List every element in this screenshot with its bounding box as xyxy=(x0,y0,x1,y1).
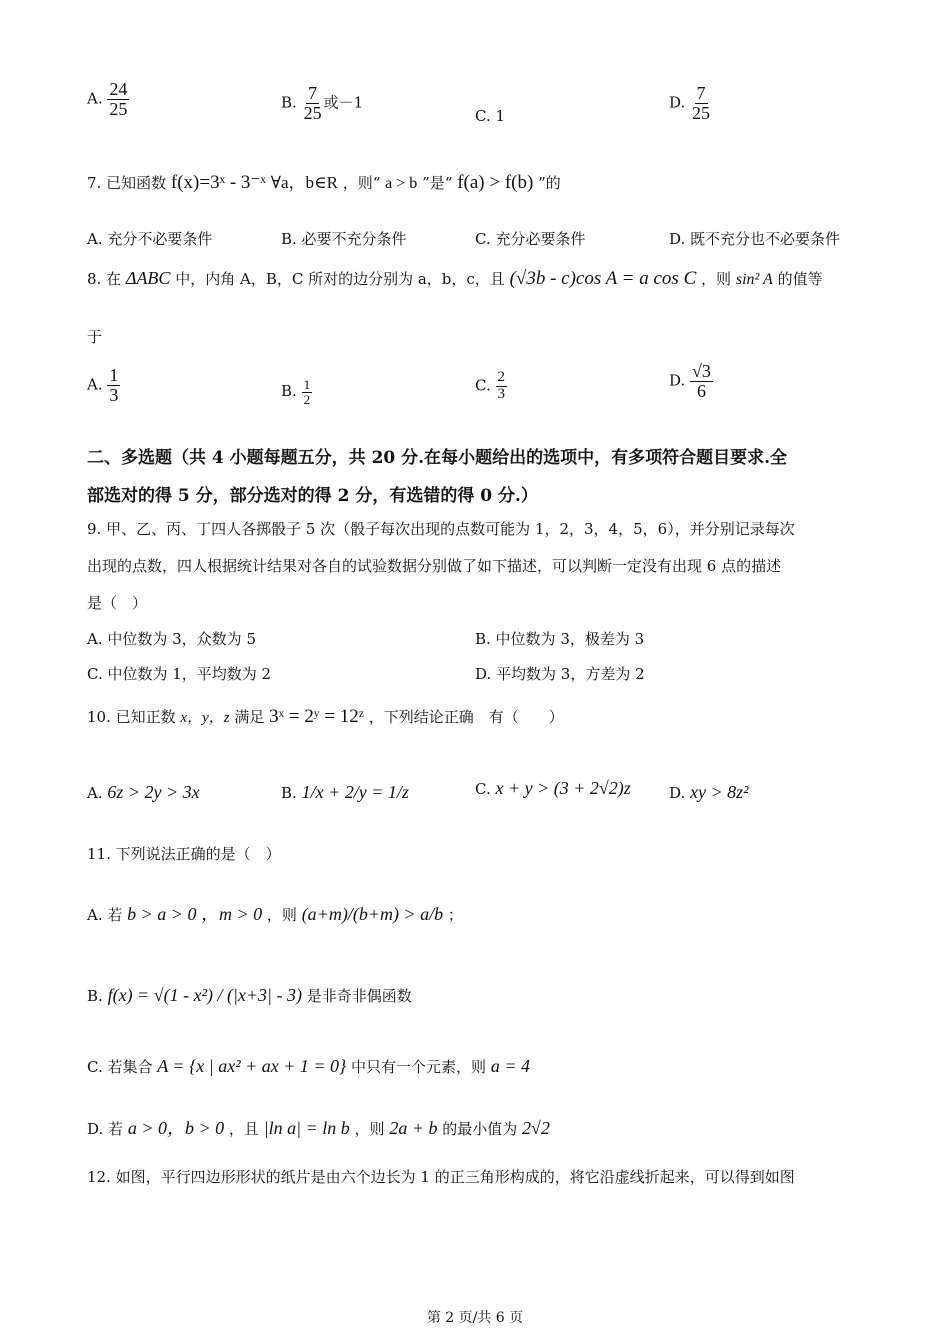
option-label: D. xyxy=(669,93,686,112)
denominator: 3 xyxy=(497,385,505,402)
q7-prefix: 7. 已知函数 xyxy=(87,174,167,192)
q11-a-prefix: A. 若 xyxy=(87,906,123,924)
q7-function: f(x)=3ˣ - 3⁻ˣ xyxy=(170,172,266,193)
section2-heading-line1: 二、多选题（共 4 小题每题五分，共 20 分.在每小题给出的选项中，有多项符合题目要求.全 xyxy=(87,448,787,468)
numerator: 7 xyxy=(308,83,318,103)
q11-c-expr: A = {x | ax² + ax + 1 = 0} xyxy=(157,1056,347,1076)
q11-a-mid: ，则 xyxy=(266,906,297,924)
q7-option-a: A. 充分不必要条件 xyxy=(87,230,213,248)
q10-option-a xyxy=(87,782,200,803)
denominator: 6 xyxy=(696,380,706,401)
q11-c-ans: a = 4 xyxy=(490,1056,530,1076)
q7-mid: ，则“ xyxy=(342,174,381,192)
fraction xyxy=(107,80,129,119)
q10-stem xyxy=(87,706,564,728)
q7-option-b: B. 必要不充分条件 xyxy=(281,230,407,248)
fraction xyxy=(496,370,508,403)
q11-a-cond: b > a > 0 ，m > 0 xyxy=(127,904,263,924)
q10-option-d xyxy=(669,782,749,803)
numerator: 1 xyxy=(303,377,311,392)
denominator: 3 xyxy=(109,384,119,405)
numerator: 2 xyxy=(497,369,505,385)
option-label: B. xyxy=(281,93,297,112)
q11-d-ans: 2√2 xyxy=(522,1118,550,1138)
q7-tail: ”的 xyxy=(538,174,561,192)
fraction xyxy=(690,84,712,123)
denominator: 2 xyxy=(303,391,311,407)
q8-option-b xyxy=(281,378,312,406)
q7-option-d: D. 既不充分也不必要条件 xyxy=(669,230,841,248)
q10-option-c xyxy=(475,778,631,799)
q11-d-prefix: D. 若 xyxy=(87,1120,124,1138)
q11-c-mid: 中只有一个元素，则 xyxy=(351,1058,487,1076)
numerator: 7 xyxy=(696,83,706,103)
option-label: C. xyxy=(475,376,491,395)
denominator: 25 xyxy=(303,102,322,123)
q8-stem xyxy=(87,268,823,290)
fraction xyxy=(107,366,120,405)
q11-d-cond: a > 0，b > 0 xyxy=(127,1118,225,1138)
q9-line1: 9. 甲、乙、丙、丁四人各掷骰子 5 次（骰子每次出现的点数可能为 1，2，3，4，5，6），并分别记录每次 xyxy=(87,520,795,538)
option-label: C. xyxy=(475,780,491,798)
denominator: 25 xyxy=(109,98,128,119)
q9-option-b: B. 中位数为 3，极差为 3 xyxy=(475,630,645,648)
q11-option-c xyxy=(87,1056,530,1077)
q8-mid: 中，内角 A，B，C 所对的边分别为 a，b，c，且 xyxy=(175,270,505,288)
q10-vars: x，y，z xyxy=(180,710,230,726)
q6-option-d xyxy=(669,84,712,123)
q9-option-d: D. 平均数为 3，方差为 2 xyxy=(475,665,645,683)
q10-condition: 3ˣ = 2ʸ = 12ᶻ xyxy=(269,706,364,727)
page-footer: 第 2 页/共 6 页 xyxy=(426,1310,524,1326)
q7-option-c: C. 充分必要条件 xyxy=(475,230,586,248)
option-label: D. xyxy=(669,371,686,390)
q7-cond2: f(a) > f(b) xyxy=(457,172,534,193)
q7-cond1: a > b xyxy=(385,175,418,192)
q12-line1: 12. 如图，平行四边形形状的纸片是由六个边长为 1 的正三角形构成的，将它沿虚线折起来，可以得到如图 xyxy=(87,1168,795,1186)
section2-heading-line2: 部选对的得 5 分，部分选对的得 2 分，有选错的得 0 分.） xyxy=(87,486,538,506)
option-label: B. xyxy=(281,784,297,802)
q10-option-b xyxy=(281,782,409,803)
q11-option-a xyxy=(87,900,463,926)
q6-option-a xyxy=(87,80,129,119)
q11-d-mid2: ，则 xyxy=(354,1120,385,1138)
q10-d-expr: xy > 8z² xyxy=(690,782,749,802)
option-label: B. xyxy=(281,382,297,401)
q9-option-c: C. 中位数为 1，平均数为 2 xyxy=(87,665,272,683)
q8-option-d xyxy=(669,362,713,401)
option-tail: 或－1 xyxy=(323,93,364,112)
q8-tail: 的值等 xyxy=(777,270,823,288)
option-label: D. xyxy=(669,784,686,802)
option-label: A. xyxy=(87,784,103,802)
q8-option-a xyxy=(87,366,120,405)
fraction xyxy=(302,84,324,123)
option-label: A. xyxy=(87,89,103,108)
q8-triangle: ΔABC xyxy=(125,268,171,288)
denominator: 25 xyxy=(692,102,711,123)
q11-a-expr: (a+m)/(b+m) > a/b xyxy=(301,904,444,924)
q7-mid2: ”是“ xyxy=(422,174,453,192)
q8-mid2: ，则 xyxy=(701,270,732,288)
q11-d-target: 2a + b xyxy=(389,1118,438,1138)
q11-option-b xyxy=(87,985,412,1006)
q11-d-mid: ，且 xyxy=(228,1120,259,1138)
q8-prefix: 8. 在 xyxy=(87,270,122,288)
numerator: 1 xyxy=(109,365,119,385)
q11-b-prefix: B. xyxy=(87,987,103,1005)
q11-stem: 11. 下列说法正确的是（ ） xyxy=(87,845,281,863)
q8-equation: (√3b - c)cos A = a cos C xyxy=(509,268,697,289)
q11-a-tail: ； xyxy=(447,906,463,924)
q10-mid: 满足 xyxy=(234,708,265,726)
fraction xyxy=(690,362,713,401)
q11-b-tail: 是非奇非偶函数 xyxy=(306,987,412,1005)
option-label: A. xyxy=(87,375,103,394)
q11-d-tail: 的最小值为 xyxy=(442,1120,518,1138)
q9-line2: 出现的点数，四人根据统计结果对各自的试验数据分别做了如下描述，可以判断一定没有出现 6 点的描述 xyxy=(87,557,782,575)
q9-option-a: A. 中位数为 3，众数为 5 xyxy=(87,630,256,648)
fraction xyxy=(302,378,313,406)
q10-a-expr: 6z > 2y > 3x xyxy=(107,782,200,802)
q8-target: sin² A xyxy=(735,271,773,288)
q7-stem xyxy=(87,168,561,194)
q9-line3: 是（ ） xyxy=(87,594,148,612)
q10-c-expr: x + y > (3 + 2√2)z xyxy=(495,778,631,798)
q7-forall: ∀a，b∈R xyxy=(270,173,338,192)
q8-stem-line2: 于 xyxy=(87,328,103,346)
numerator: √3 xyxy=(692,361,711,381)
q6-option-b xyxy=(281,84,363,123)
q6-option-c: C. 1 xyxy=(475,107,506,125)
q8-option-c xyxy=(475,370,507,403)
q10-prefix: 10. 已知正数 xyxy=(87,708,176,726)
numerator: 24 xyxy=(109,79,128,99)
q11-option-d xyxy=(87,1114,550,1140)
q10-tail: ，下列结论正确 有（ ） xyxy=(368,708,564,726)
q11-d-expr: |ln a| = ln b xyxy=(263,1118,350,1138)
q10-b-expr: 1/x + 2/y = 1/z xyxy=(301,782,409,802)
q11-b-expr: f(x) = √(1 - x²) / (|x+3| - 3) xyxy=(107,985,302,1005)
q11-c-prefix: C. 若集合 xyxy=(87,1058,153,1076)
